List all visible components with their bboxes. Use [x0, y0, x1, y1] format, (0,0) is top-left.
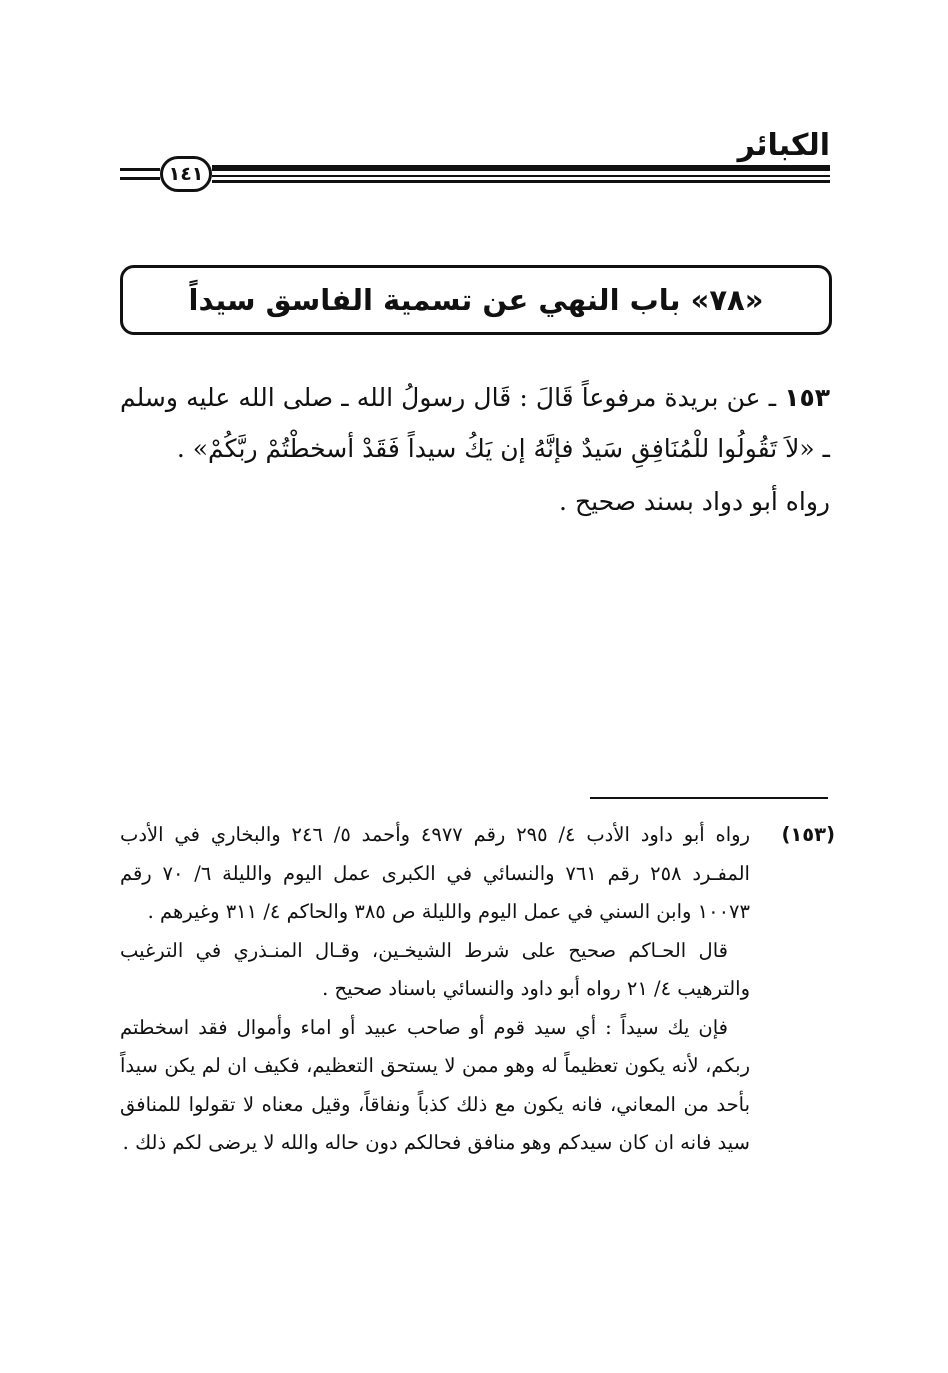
- footnote-grading: قال الحـاكم صحيح على شرط الشيخـين، وقـال المنـذري في الترغيب والترهيب ٤/ ٢١ رواه أبو داود والنسائي باسناد صحيح .: [120, 938, 750, 1000]
- footnote-separator: [590, 797, 828, 799]
- header-rule: [120, 165, 830, 183]
- hadith-source: رواه أبو دواد بسند صحيح .: [559, 487, 830, 516]
- footnote-citation-paragraph: [120, 816, 835, 932]
- footnote-explanation: فإن يك سيداً : أي سيد قوم أو صاحب عبيد أو اماء وأموال فقد اسخطتم ربكم، لأنه يكون تعظيماً له وهو ممن لا يستحق التعظيم، فكيف ان لم يكن سيداً بأحد من المعاني، فانه يكون مع ذلك كذباً ونفاقاً، وقيل معناه لا تقولوا للمنافق سيد فانه ان كان سيدكم وهو منافق فحالكم دون حاله والله لا يرضى لكم ذلك .: [120, 1015, 750, 1154]
- header-rule-left: [120, 168, 160, 180]
- page-number: ١٤١: [160, 156, 212, 192]
- footnotes: [120, 816, 835, 1163]
- hadith-text: ـ عن بريدة مرفوعاً قَالَ : قَال رسولُ الله ـ صلى الله عليه وسلم ـ «لاَ تَقُولُوا للْمُنَافِقِ سَيدٌ فإنَّهُ إن يَكُ سيداً فَقَدْ أسخطْتُمْ ربَّكُمْ» .: [120, 383, 830, 463]
- header-rule-right: [212, 165, 830, 183]
- hadith-body: [120, 372, 830, 527]
- running-head-title: الكبائر: [737, 128, 830, 163]
- chapter-title: «٧٨» باب النهي عن تسمية الفاسق سيداً: [188, 283, 764, 317]
- chapter-heading-box: [120, 265, 832, 335]
- footnote-citation: رواه أبو داود الأدب ٤/ ٢٩٥ رقم ٤٩٧٧ وأحمد ٥/ ٢٤٦ والبخاري في الأدب المفـرد ٢٥٨ رقم ٧٦١ والنسائي في الكبرى عمل اليوم والليلة ٦/ ٧٠ رقم ١٠٠٧٣ وابن السني في عمل اليوم والليلة ص ٣٨٥ والحاكم ٤/ ٣١١ وغيرهم .: [120, 823, 750, 923]
- hadith-paragraph: [120, 372, 830, 474]
- hadith-number: ١٥٣: [784, 383, 831, 412]
- footnote-marker: (١٥٣): [781, 823, 835, 846]
